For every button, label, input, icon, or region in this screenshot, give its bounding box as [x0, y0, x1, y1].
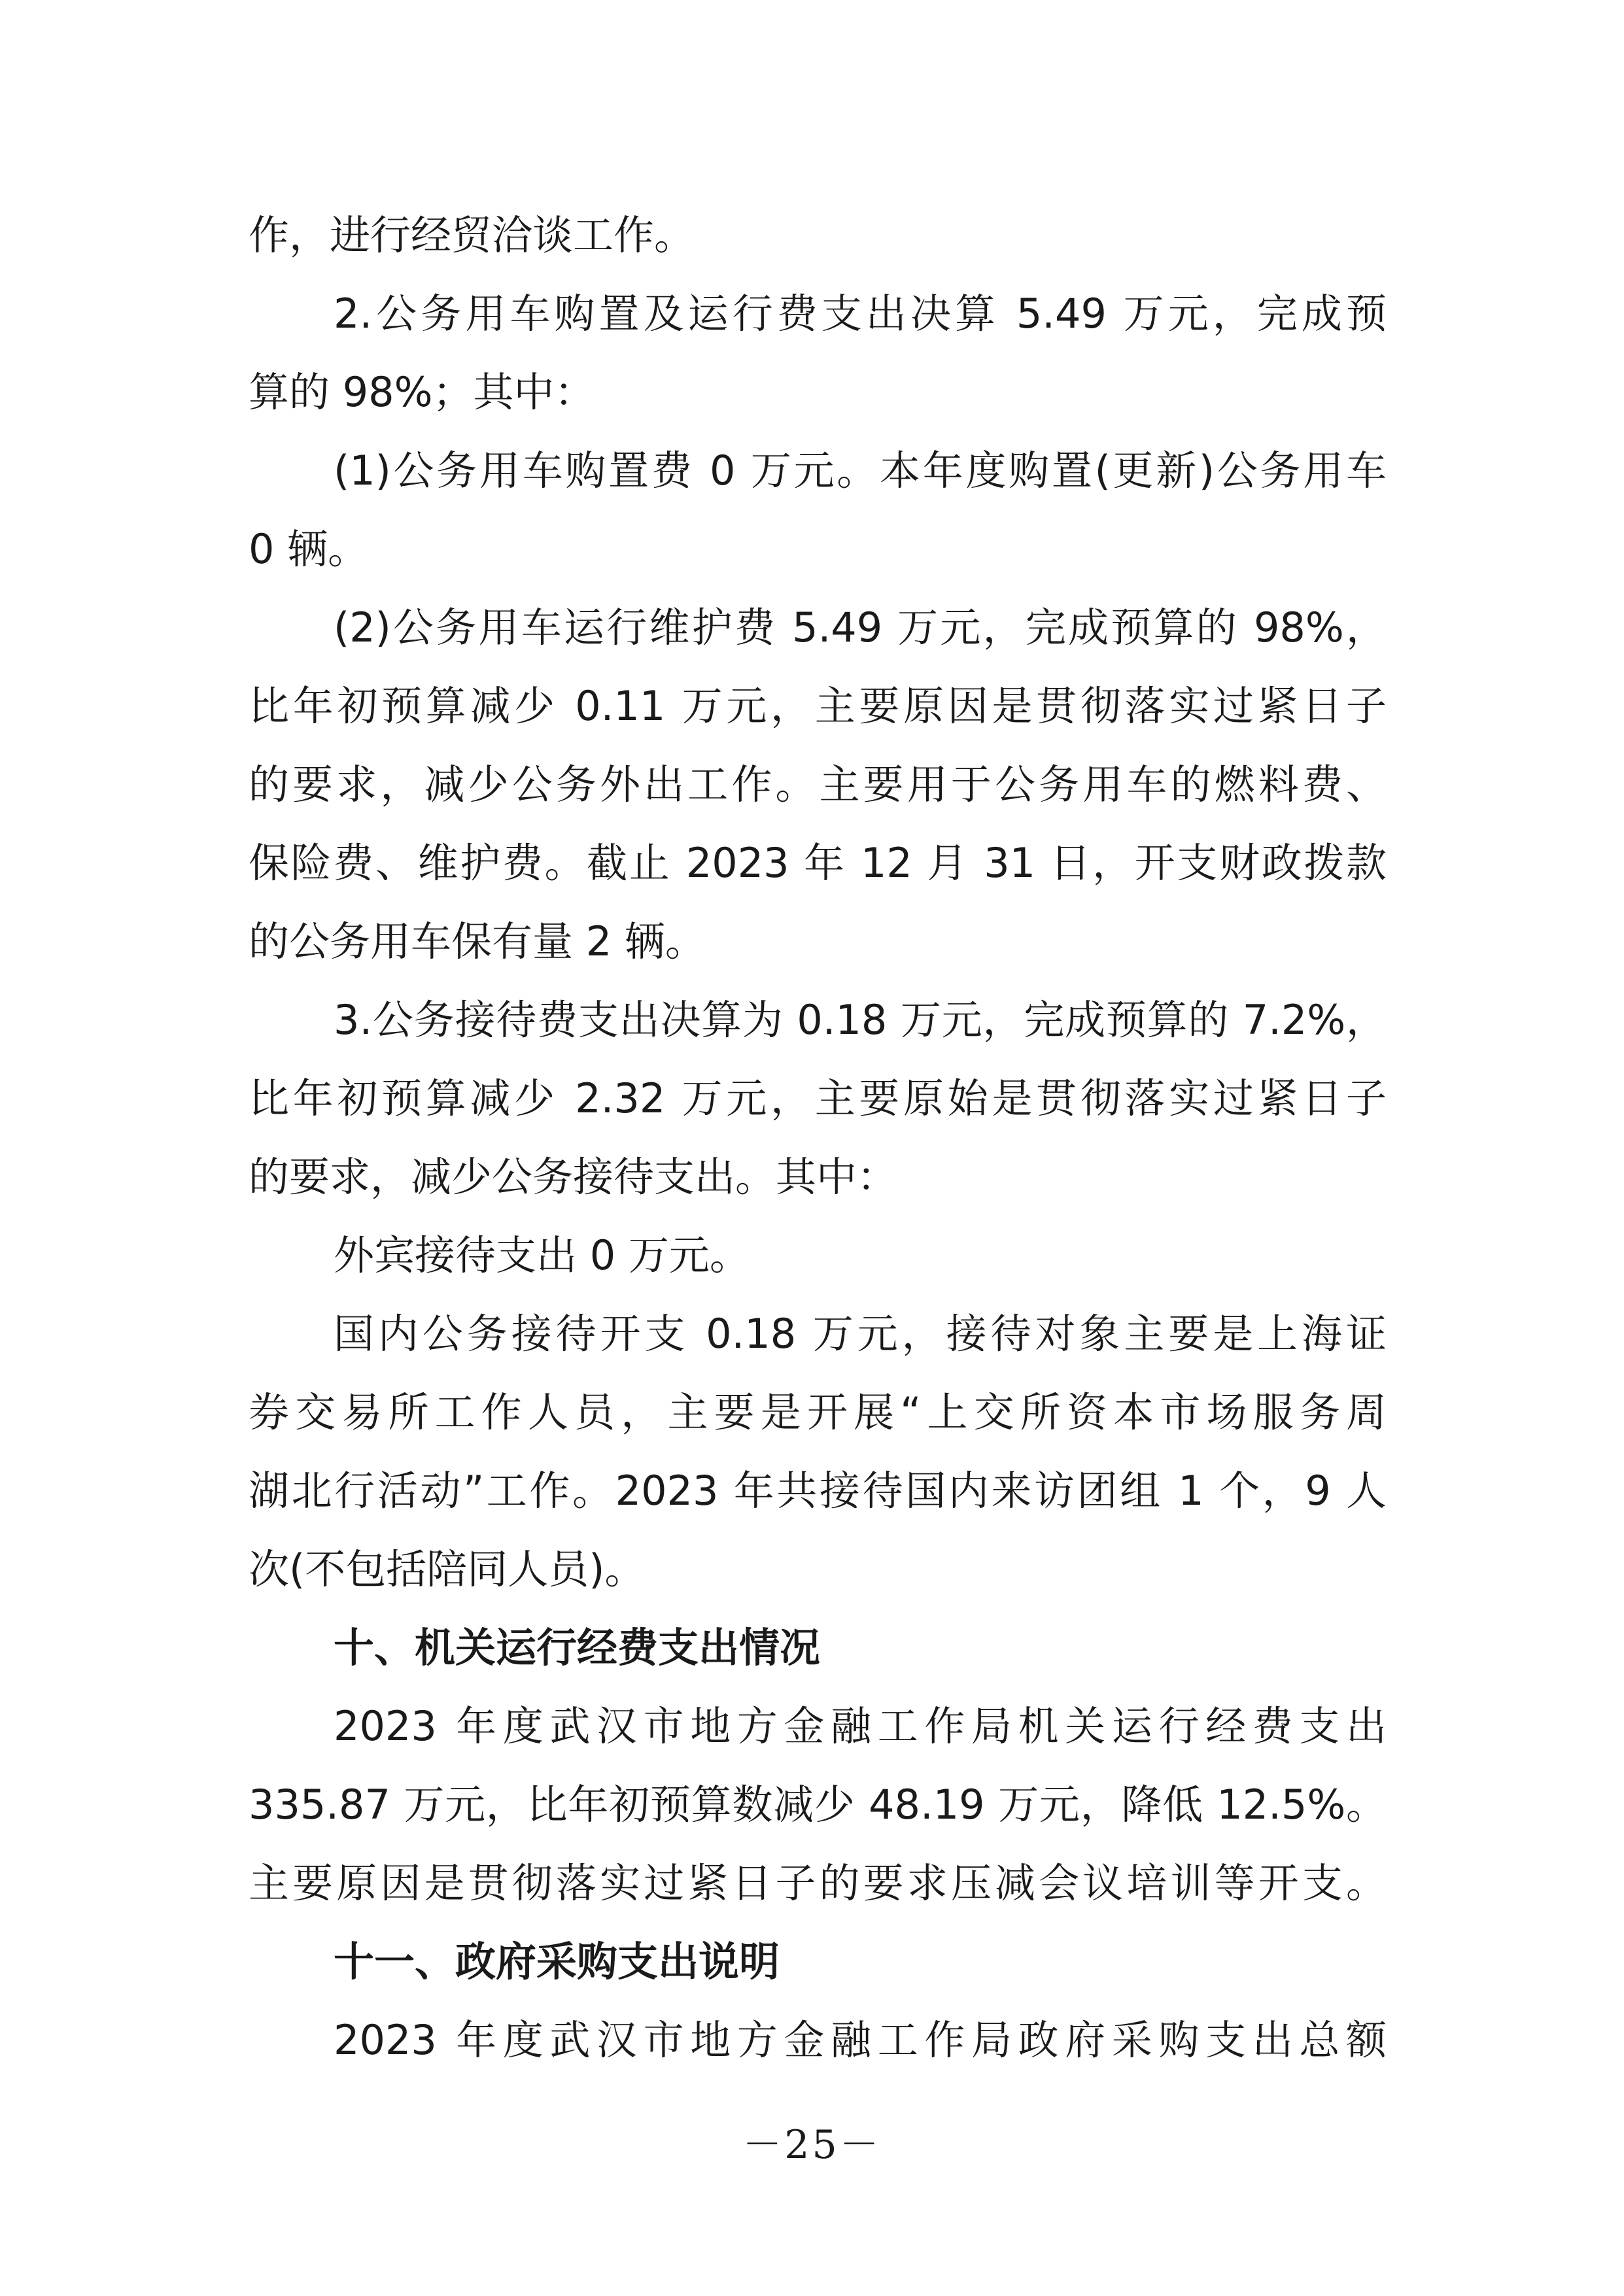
paragraph-line: 的要求，减少公务接待支出。其中：: [249, 1153, 898, 1201]
paragraph-line: 湖北行活动”工作。2023 年共接待国内来访团组 1 个，9 人: [249, 1467, 1387, 1515]
paragraph-line: 2023 年度武汉市地方金融工作局机关运行经费支出: [334, 1702, 1387, 1750]
page-number: －25－: [742, 2122, 882, 2168]
paragraph-line: 比年初预算减少 0.11 万元，主要原因是贯彻落实过紧日子: [249, 682, 1387, 730]
paragraph-line: 券交易所工作人员，主要是开展“上交所资本市场服务周: [249, 1388, 1387, 1436]
section-heading: 十一、政府采购支出说明: [334, 1938, 780, 1985]
paragraph-line: 比年初预算减少 2.32 万元，主要原始是贯彻落实过紧日子: [249, 1074, 1387, 1122]
paragraph-line: 0 辆。: [249, 525, 369, 573]
paragraph-line: 2.公务用车购置及运行费支出决算 5.49 万元，完成预: [334, 290, 1387, 337]
paragraph-line: 国内公务接待开支 0.18 万元，接待对象主要是上海证: [334, 1310, 1387, 1358]
paragraph-line: 外宾接待支出 0 万元。: [334, 1231, 750, 1279]
paragraph-line: 335.87 万元，比年初预算数减少 48.19 万元，降低 12.5%。: [249, 1781, 1387, 1828]
paragraph-line: 3.公务接待费支出决算为 0.18 万元，完成预算的 7.2%，: [334, 996, 1387, 1044]
section-heading: 十、机关运行经费支出情况: [334, 1624, 821, 1671]
paragraph-line: 保险费、维护费。截止 2023 年 12 月 31 日，开支财政拨款: [249, 839, 1387, 887]
paragraph-line: 次(不包括陪同人员)。: [249, 1545, 646, 1593]
paragraph-line: 主要原因是贯彻落实过紧日子的要求压减会议培训等开支。: [249, 1859, 1387, 1907]
paragraph-line: (2)公务用车运行维护费 5.49 万元，完成预算的 98%，: [334, 604, 1387, 651]
paragraph-line: 的公务用车保有量 2 辆。: [249, 917, 706, 965]
paragraph-line: (1)公务用车购置费 0 万元。本年度购置(更新)公务用车: [334, 447, 1387, 494]
paragraph-line: 算的 98%；其中：: [249, 368, 595, 416]
paragraph-line: 2023 年度武汉市地方金融工作局政府采购支出总额: [334, 2016, 1387, 2064]
paragraph-line: 作，进行经贸洽谈工作。: [249, 211, 695, 259]
paragraph-line: 的要求，减少公务外出工作。主要用于公务用车的燃料费、: [249, 761, 1387, 808]
